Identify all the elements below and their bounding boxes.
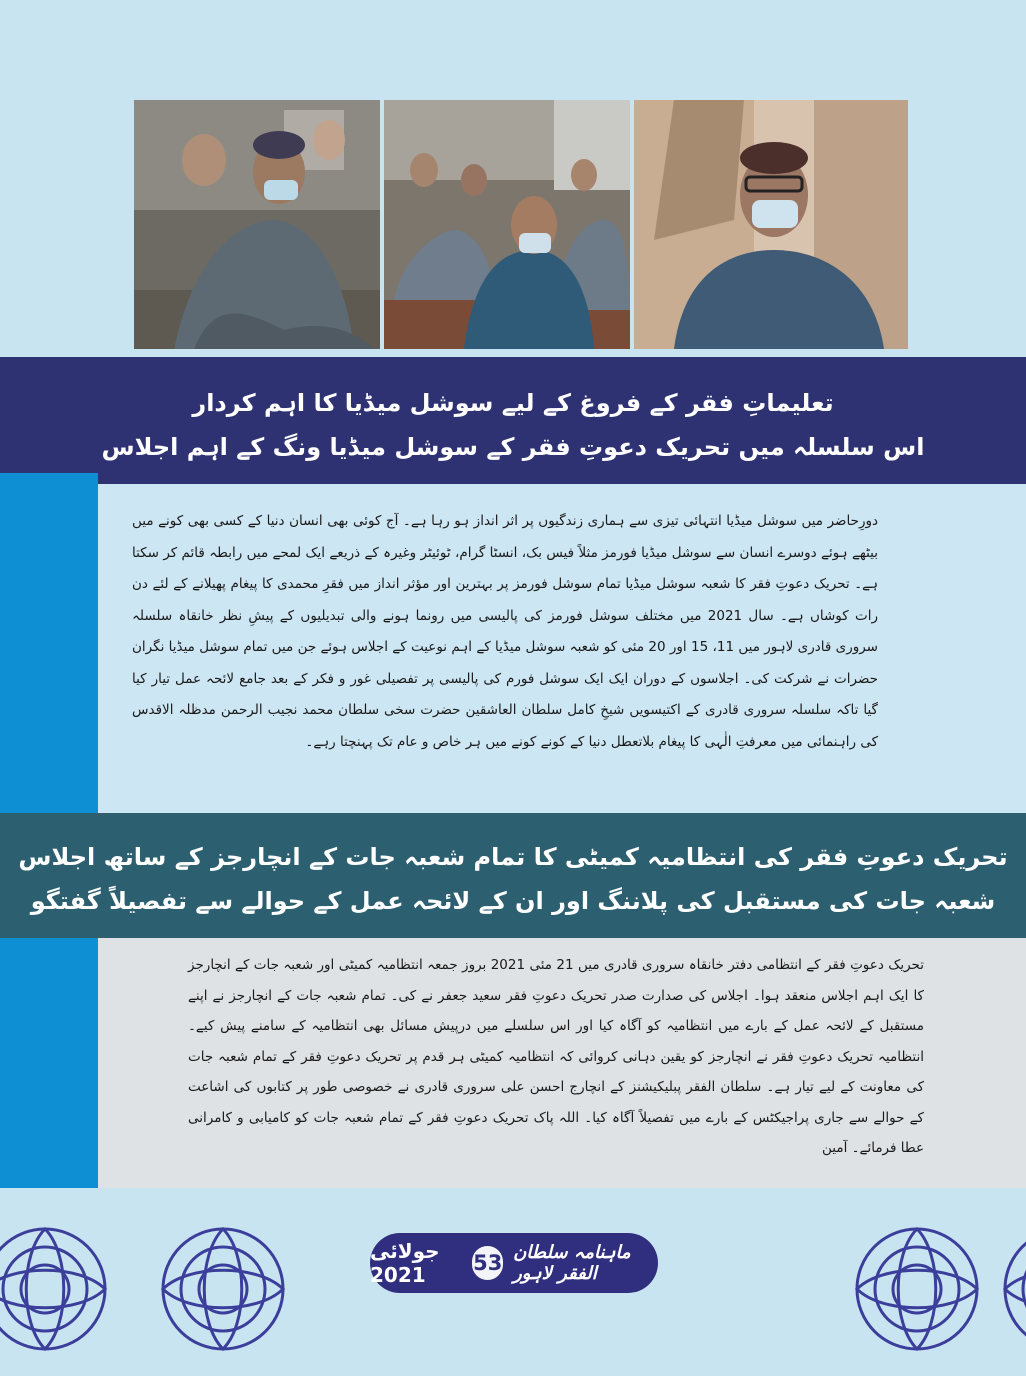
section1-paragraph: دورِحاضر میں سوشل میڈیا انتہائی تیزی سے ہماری زندگیوں پر اثر انداز ہو رہا ہے۔ آج کوئی بھی انسان دنیا کے کسی بھی کونے میں بیٹھے ہوئے دوسرے انسان سے سوشل میڈیا فورمز مثلاً فیس بک، انسٹا گرام، ٹوئیٹر وغیرہ کے ذریعے ایک لمحے میں رابطہ قائم کر سکتا ہے۔ تحریک دعوتِ فقر کا شعبہ سوشل میڈیا تمام سوشل فورمز پر بہترین اور مؤثر انداز میں فقرِ محمدی کا پیغام پھیلانے کے لئے دن رات کوشاں ہے۔ سال 2021 میں مختلف سوشل فورمز کی پالیسی میں رونما ہونے والی تبدیلیوں کے پیشِ نظر خانقاہ سلسلہ سروری قادری لاہور میں 11، 15 اور 20 مئی کو شعبہ سوشل میڈیا کے اہم نوعیت کے اجلاس ہوئے جن میں تمام سوشل میڈیا نگران حضرات نے شرکت کی۔ اجلاسوں کے دوران ایک ایک سوشل فورم کی پالیسی پر تفصیلی غور و فکر کے بعد جامع لائحہ عمل تیار کیا گیا تاکہ سلسلہ سروری قادری کے اکتیسویں شیخِ کامل سلطان العاشقین حضرت سخی سلطان محمد نجیب الرحمن مدظلہ الاقدس کی راہنمائی میں معرفتِ الٰہی کا پیغام بلاتعطل دنیا کے کونے کونے میں ہر خاص و عام تک پہنچتا رہے۔ bbox=[132, 513, 878, 750]
ornament-icon bbox=[0, 1214, 120, 1364]
photo-standing-man bbox=[634, 100, 908, 349]
photo-strip bbox=[134, 100, 908, 349]
section1-title-line1: تعلیماتِ فقر کے فروغ کے لیے سوشل میڈیا کا اہم کردار bbox=[192, 389, 834, 417]
page-footer-pill bbox=[370, 1233, 658, 1293]
section1-title-banner bbox=[0, 357, 1026, 484]
ornament-icon bbox=[148, 1214, 298, 1364]
section2-title-line2: شعبہ جات کی مستقبل کی پلاننگ اور ان کے لائحہ عمل کے حوالے سے تفصیلاً گفتگو bbox=[30, 887, 996, 915]
ornament-icon bbox=[990, 1214, 1026, 1364]
ornament-icon bbox=[842, 1214, 992, 1364]
magazine-name: ماہنامہ سلطان الفقر لاہور bbox=[513, 1242, 631, 1284]
section2-title-line1: تحریک دعوتِ فقر کی انتظامیہ کمیٹی کا تمام شعبہ جات کے انچارجز کے ساتھ اجلاس bbox=[18, 843, 1008, 871]
section1-body bbox=[98, 484, 1026, 813]
section1-title-line2: اس سلسلہ میں تحریک دعوتِ فقر کے سوشل میڈیا ونگ کے اہم اجلاس bbox=[101, 433, 925, 461]
section2-paragraph: تحریک دعوتِ فقر کے انتظامی دفتر خانقاہ سروری قادری میں 21 مئی 2021 بروز جمعہ انتظامیہ کمیٹی اور شعبہ جات کے انچارجز کا ایک اہم اجلاس منعقد ہوا۔ اجلاس کی صدارت صدر تحریک دعوتِ فقر سعید جعفر نے کی۔ تمام شعبہ جات کے انچارجز نے اپنے مستقبل کے لائحہ عمل کے بارے میں انتظامیہ کو آگاہ کیا اور اس سلسلے میں درپیش مسائل بھی انتظامیہ کے سامنے پیش کیے۔ انتظامیہ تحریک دعوتِ فقر نے انچارجز کو یقین دہانی کروائی کہ انتظامیہ کمیٹی ہر قدم پر تحریک دعوتِ فقر کے تمام شعبہ جات کی معاونت کے لیے تیار ہے۔ سلطان الفقر پبلیکیشنز کے انچارج احسن علی سروری قادری نے خصوصی طور پر کتابوں کی اشاعت کے حوالے سے جاری پراجیکٹس کے بارے میں تفصیلاً آگاہ کیا۔ اللہ پاک تحریک دعوتِ فقر کے تمام شعبہ جات کو کامیابی و کامرانی عطا فرمائے۔ آمین bbox=[188, 957, 924, 1156]
section2-body bbox=[98, 938, 1026, 1188]
photo-group-sitting bbox=[384, 100, 634, 349]
section2-title-banner bbox=[0, 813, 1026, 938]
issue-date: جولائی 2021 bbox=[370, 1239, 440, 1287]
page-number: 53 bbox=[472, 1246, 503, 1280]
photo-seated-man bbox=[134, 100, 384, 349]
